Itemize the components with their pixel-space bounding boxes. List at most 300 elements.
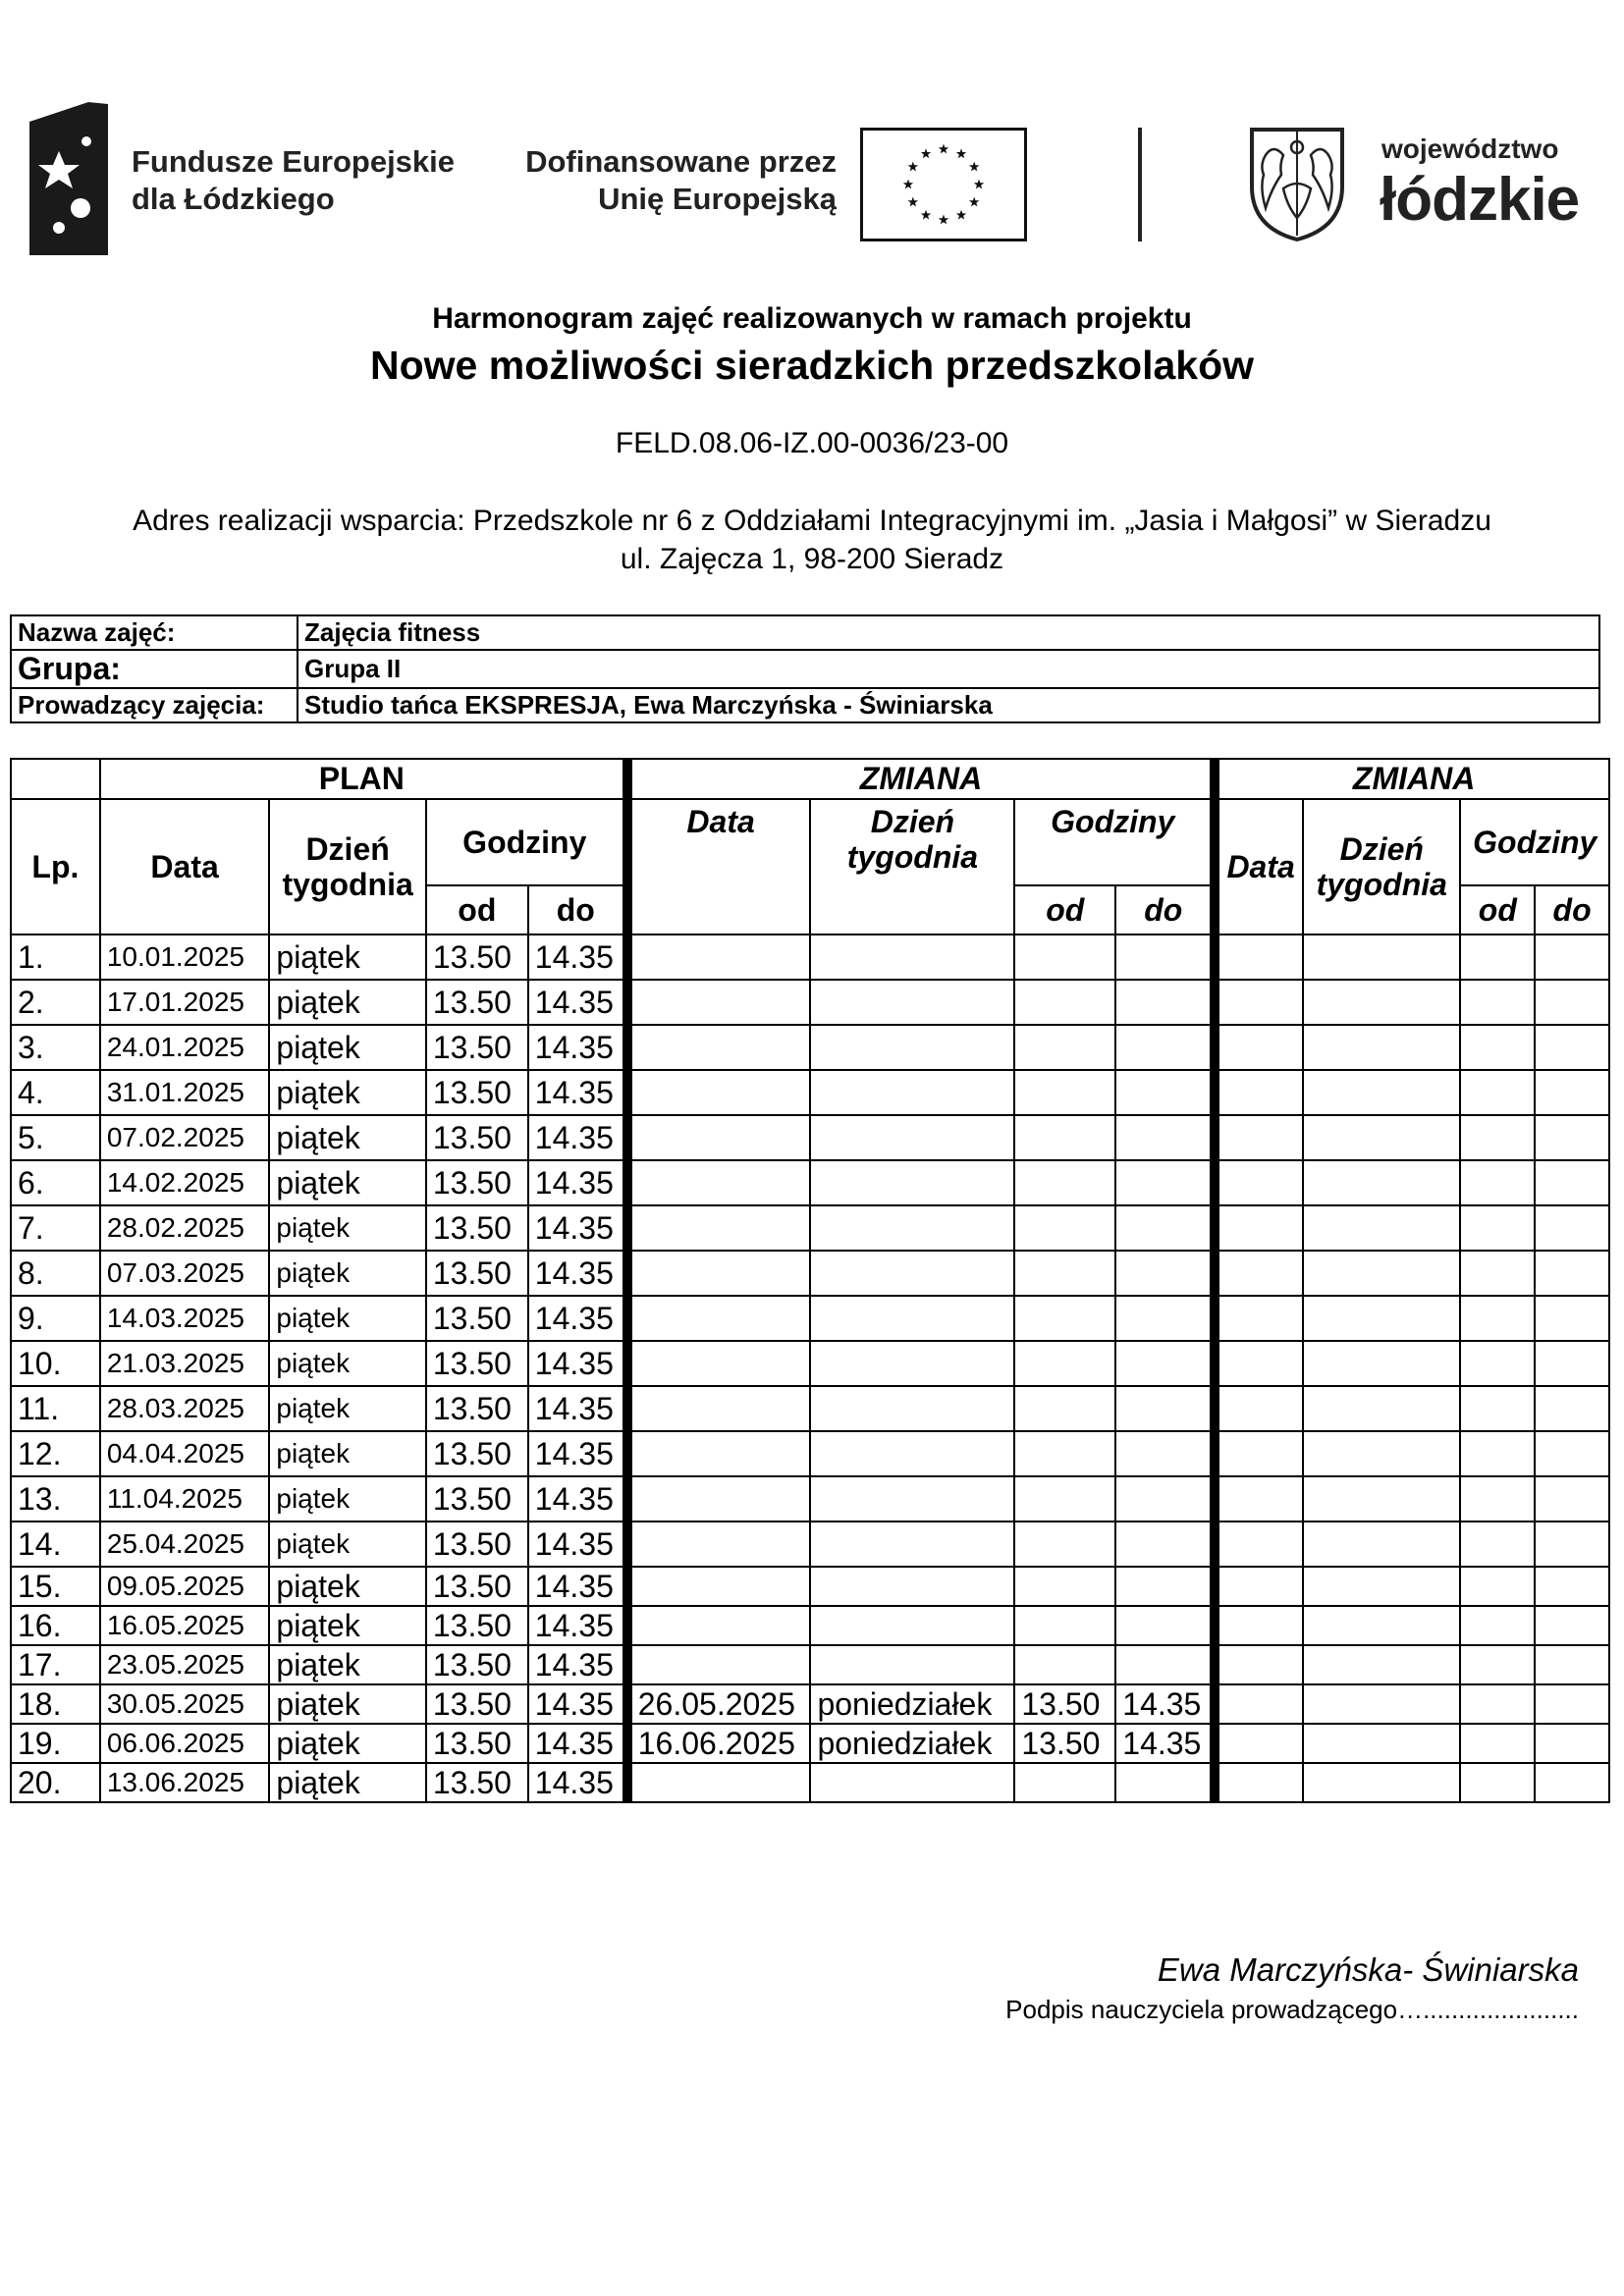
row-empty-cell	[1303, 1724, 1460, 1763]
row-lp: 6.	[11, 1160, 100, 1205]
row-day: piątek	[269, 1763, 425, 1802]
header-zmiana2-day-line1: Dzień	[1339, 831, 1424, 867]
table-row	[11, 934, 1609, 980]
row-day: piątek	[269, 1296, 425, 1341]
row-date: 04.04.2025	[100, 1431, 270, 1476]
row-change-od	[1014, 934, 1115, 980]
table-row	[11, 1205, 1609, 1251]
row-change-day	[810, 1386, 1014, 1431]
header-plan-date: Data	[100, 799, 270, 934]
row-empty-cell	[1460, 1645, 1535, 1684]
row-change-do	[1115, 934, 1215, 980]
row-date: 23.05.2025	[100, 1645, 270, 1684]
table-row	[11, 1606, 1609, 1645]
row-do: 14.35	[528, 1431, 627, 1476]
row-empty-cell	[1460, 1431, 1535, 1476]
row-od: 13.50	[426, 1115, 528, 1160]
row-change-do	[1115, 1645, 1215, 1684]
eu-star-icon	[969, 162, 980, 172]
row-change-od: 13.50	[1014, 1684, 1115, 1724]
row-empty-cell	[1535, 980, 1609, 1025]
row-change-day	[810, 1431, 1014, 1476]
row-empty-cell	[1215, 1205, 1303, 1251]
row-do: 14.35	[528, 1645, 627, 1684]
table-row	[11, 1763, 1609, 1802]
row-empty-cell	[1303, 1115, 1460, 1160]
row-empty-cell	[1535, 1251, 1609, 1296]
project-code: FELD.08.06-IZ.00-0036/23-00	[615, 427, 1009, 459]
row-do: 14.35	[528, 1025, 627, 1070]
row-change-do	[1115, 1341, 1215, 1386]
row-od: 13.50	[426, 1763, 528, 1802]
row-change-day	[810, 1522, 1014, 1567]
row-od: 13.50	[426, 1341, 528, 1386]
row-od: 13.50	[426, 1296, 528, 1341]
fe-logo-text	[132, 143, 455, 218]
info-row-group	[11, 650, 1599, 688]
row-od: 13.50	[426, 1606, 528, 1645]
header-zmiana-1: ZMIANA	[627, 759, 1215, 799]
region-logo-small: województwo	[1381, 133, 1559, 164]
row-empty-cell	[1535, 1724, 1609, 1763]
row-day: piątek	[269, 1115, 425, 1160]
row-empty-cell	[1215, 1251, 1303, 1296]
row-date: 24.01.2025	[100, 1025, 270, 1070]
row-lp: 15.	[11, 1567, 100, 1606]
eu-star-icon	[921, 210, 931, 220]
row-lp: 19.	[11, 1724, 100, 1763]
row-change-do	[1115, 1606, 1215, 1645]
row-date: 10.01.2025	[100, 934, 270, 980]
row-do: 14.35	[528, 1763, 627, 1802]
row-change-od	[1014, 1476, 1115, 1522]
row-change-od	[1014, 1606, 1115, 1645]
table-row	[11, 1251, 1609, 1296]
row-lp: 4.	[11, 1070, 100, 1115]
row-change-do	[1115, 980, 1215, 1025]
row-empty-cell	[1303, 1567, 1460, 1606]
row-empty-cell	[1215, 1160, 1303, 1205]
eu-star-icon	[939, 215, 948, 225]
row-do: 14.35	[528, 934, 627, 980]
row-empty-cell	[1460, 1386, 1535, 1431]
table-row	[11, 980, 1609, 1025]
row-lp: 8.	[11, 1251, 100, 1296]
header-zmiana1-do: do	[1115, 885, 1215, 934]
row-date: 14.02.2025	[100, 1160, 270, 1205]
row-change-date	[627, 1160, 811, 1205]
row-change-date	[627, 1476, 811, 1522]
row-change-do	[1115, 1070, 1215, 1115]
eu-star-icon	[903, 180, 913, 189]
row-empty-cell	[1215, 1115, 1303, 1160]
row-lp: 9.	[11, 1296, 100, 1341]
table-row	[11, 1296, 1609, 1341]
eu-star-icon	[956, 148, 966, 158]
row-change-day	[810, 1606, 1014, 1645]
row-change-date	[627, 1606, 811, 1645]
row-day: piątek	[269, 1645, 425, 1684]
row-change-od: 13.50	[1014, 1724, 1115, 1763]
row-change-day	[810, 1645, 1014, 1684]
row-date: 07.03.2025	[100, 1251, 270, 1296]
row-empty-cell	[1460, 1251, 1535, 1296]
row-change-day	[810, 1476, 1014, 1522]
row-lp: 20.	[11, 1763, 100, 1802]
row-empty-cell	[1303, 1476, 1460, 1522]
row-date: 16.05.2025	[100, 1606, 270, 1645]
project-title: Nowe możliwości sieradzkich przedszkolaków	[370, 343, 1254, 388]
header-zmiana2-date: Data	[1215, 799, 1303, 934]
row-do: 14.35	[528, 1341, 627, 1386]
row-od: 13.50	[426, 1724, 528, 1763]
header-zmiana2-day	[1303, 799, 1460, 934]
row-empty-cell	[1215, 1476, 1303, 1522]
row-empty-cell	[1535, 1522, 1609, 1567]
row-do: 14.35	[528, 980, 627, 1025]
row-change-day	[810, 1763, 1014, 1802]
row-change-date	[627, 980, 811, 1025]
row-change-date	[627, 1522, 811, 1567]
row-empty-cell	[1215, 1684, 1303, 1724]
row-od: 13.50	[426, 1070, 528, 1115]
row-do: 14.35	[528, 1476, 627, 1522]
row-empty-cell	[1535, 934, 1609, 980]
row-do: 14.35	[528, 1160, 627, 1205]
row-empty-cell	[1215, 1606, 1303, 1645]
row-empty-cell	[1303, 1025, 1460, 1070]
row-empty-cell	[1303, 1160, 1460, 1205]
coat-of-arms-icon	[1248, 126, 1346, 241]
eu-star-icon	[939, 144, 948, 154]
row-day: piątek	[269, 1606, 425, 1645]
row-od: 13.50	[426, 980, 528, 1025]
row-empty-cell	[1215, 1763, 1303, 1802]
row-change-day	[810, 934, 1014, 980]
row-change-day	[810, 1070, 1014, 1115]
row-change-day	[810, 1205, 1014, 1251]
row-date: 06.06.2025	[100, 1724, 270, 1763]
header-zmiana1-date: Data	[627, 799, 811, 934]
row-day: piątek	[269, 1567, 425, 1606]
row-day: piątek	[269, 1386, 425, 1431]
row-date: 25.04.2025	[100, 1522, 270, 1567]
row-change-date	[627, 1567, 811, 1606]
row-empty-cell	[1460, 1025, 1535, 1070]
row-do: 14.35	[528, 1296, 627, 1341]
row-empty-cell	[1460, 1296, 1535, 1341]
row-change-date: 16.06.2025	[627, 1724, 811, 1763]
row-empty-cell	[1303, 1386, 1460, 1431]
row-empty-cell	[1535, 1115, 1609, 1160]
row-do: 14.35	[528, 1567, 627, 1606]
row-change-od	[1014, 1160, 1115, 1205]
row-change-date	[627, 934, 811, 980]
row-empty-cell	[1535, 1386, 1609, 1431]
row-do: 14.35	[528, 1684, 627, 1724]
row-empty-cell	[1460, 1606, 1535, 1645]
eu-logo-line2: Unię Europejską	[598, 182, 837, 216]
row-change-date	[627, 1386, 811, 1431]
row-empty-cell	[1460, 1763, 1535, 1802]
row-change-date	[627, 1431, 811, 1476]
row-lp: 5.	[11, 1115, 100, 1160]
row-empty-cell	[1215, 1070, 1303, 1115]
row-change-date	[627, 1296, 811, 1341]
row-od: 13.50	[426, 1522, 528, 1567]
header-zmiana-2: ZMIANA	[1215, 759, 1609, 799]
row-change-date: 26.05.2025	[627, 1684, 811, 1724]
header-row-groups	[11, 759, 1609, 799]
row-od: 13.50	[426, 1476, 528, 1522]
table-row	[11, 1645, 1609, 1684]
eu-star-icon	[908, 162, 919, 172]
row-day: piątek	[269, 934, 425, 980]
info-name-label: Nazwa zajęć:	[11, 615, 298, 650]
info-leader-label: Prowadzący zajęcia:	[11, 688, 298, 722]
table-row	[11, 1025, 1609, 1070]
row-change-od	[1014, 1251, 1115, 1296]
row-empty-cell	[1303, 1341, 1460, 1386]
row-change-do: 14.35	[1115, 1724, 1215, 1763]
row-change-od	[1014, 1522, 1115, 1567]
schedule-table	[10, 758, 1610, 1803]
row-day: piątek	[269, 1341, 425, 1386]
row-change-day	[810, 1567, 1014, 1606]
row-change-date	[627, 1025, 811, 1070]
row-change-day	[810, 1025, 1014, 1070]
info-name-value: Zajęcia fitness	[298, 615, 1599, 650]
table-row	[11, 1160, 1609, 1205]
header-zmiana2-day-line2: tygodnia	[1316, 867, 1447, 902]
row-od: 13.50	[426, 1684, 528, 1724]
row-day: piątek	[269, 1522, 425, 1567]
row-empty-cell	[1460, 1684, 1535, 1724]
table-row	[11, 1476, 1609, 1522]
header-zmiana2-do: do	[1535, 885, 1609, 934]
row-empty-cell	[1535, 1341, 1609, 1386]
row-empty-cell	[1535, 1606, 1609, 1645]
row-empty-cell	[1215, 980, 1303, 1025]
region-logo-big: łódzkie	[1380, 166, 1580, 234]
row-lp: 11.	[11, 1386, 100, 1431]
header-zmiana1-od: od	[1014, 885, 1115, 934]
row-change-od	[1014, 1645, 1115, 1684]
signature-label: Podpis nauczyciela prowadzącego…......................	[1005, 1995, 1579, 2024]
row-date: 11.04.2025	[100, 1476, 270, 1522]
table-row	[11, 1431, 1609, 1476]
row-empty-cell	[1303, 1205, 1460, 1251]
row-lp: 10.	[11, 1341, 100, 1386]
row-change-do	[1115, 1522, 1215, 1567]
header-plan-day-line2: tygodnia	[282, 867, 413, 902]
signature-name: Ewa Marczyńska- Świniarska	[1157, 1951, 1579, 1988]
row-change-od	[1014, 1296, 1115, 1341]
header-row-columns	[11, 799, 1609, 885]
row-change-do	[1115, 1205, 1215, 1251]
logo-divider	[1138, 128, 1142, 241]
header-zmiana1-day	[810, 799, 1014, 934]
row-day: piątek	[269, 1251, 425, 1296]
row-empty-cell	[1460, 1160, 1535, 1205]
row-od: 13.50	[426, 1025, 528, 1070]
row-lp: 13.	[11, 1476, 100, 1522]
row-lp: 12.	[11, 1431, 100, 1476]
fe-logo-line2: dla Łódzkiego	[132, 182, 335, 216]
info-group-value: Grupa II	[298, 650, 1599, 688]
header-zmiana1-day-line1: Dzień	[870, 804, 955, 839]
row-day: piątek	[269, 1070, 425, 1115]
header-plan-hours: Godziny	[426, 799, 627, 885]
row-empty-cell	[1535, 1476, 1609, 1522]
row-empty-cell	[1215, 1645, 1303, 1684]
row-empty-cell	[1460, 934, 1535, 980]
row-change-day	[810, 1251, 1014, 1296]
row-change-od	[1014, 1025, 1115, 1070]
row-day: piątek	[269, 1160, 425, 1205]
header-plan-day	[269, 799, 425, 934]
header-zmiana2-od: od	[1460, 885, 1535, 934]
row-empty-cell	[1215, 934, 1303, 980]
row-change-day	[810, 1115, 1014, 1160]
eu-star-icon	[969, 197, 980, 207]
row-change-do	[1115, 1386, 1215, 1431]
row-empty-cell	[1535, 1684, 1609, 1724]
address-line1: Adres realizacji wsparcia: Przedszkole nr 6 z Oddziałami Integracyjnymi im. „Jasia i Małgosi” w Sieradzu	[133, 505, 1491, 537]
row-change-day	[810, 1341, 1014, 1386]
row-od: 13.50	[426, 1205, 528, 1251]
row-date: 28.03.2025	[100, 1386, 270, 1431]
eu-flag-icon	[860, 128, 1027, 241]
table-row	[11, 1070, 1609, 1115]
row-empty-cell	[1215, 1341, 1303, 1386]
row-change-day	[810, 1296, 1014, 1341]
row-empty-cell	[1535, 1645, 1609, 1684]
row-empty-cell	[1303, 1684, 1460, 1724]
table-row	[11, 1684, 1609, 1724]
row-empty-cell	[1215, 1522, 1303, 1567]
row-change-do	[1115, 1431, 1215, 1476]
info-leader-value: Studio tańca EKSPRESJA, Ewa Marczyńska - Świniarska	[298, 688, 1599, 722]
row-date: 07.02.2025	[100, 1115, 270, 1160]
eu-star-icon	[908, 197, 919, 207]
row-empty-cell	[1215, 1724, 1303, 1763]
row-lp: 18.	[11, 1684, 100, 1724]
header-corner	[11, 759, 100, 799]
row-empty-cell	[1460, 1476, 1535, 1522]
header-zmiana2-hours: Godziny	[1460, 799, 1609, 885]
address-line2: ul. Zajęcza 1, 98-200 Sieradz	[620, 543, 1004, 575]
row-empty-cell	[1303, 1522, 1460, 1567]
row-change-od	[1014, 980, 1115, 1025]
row-lp: 2.	[11, 980, 100, 1025]
row-empty-cell	[1303, 1296, 1460, 1341]
table-row	[11, 1724, 1609, 1763]
row-od: 13.50	[426, 1567, 528, 1606]
row-do: 14.35	[528, 1205, 627, 1251]
row-empty-cell	[1460, 1341, 1535, 1386]
row-empty-cell	[1535, 1296, 1609, 1341]
row-empty-cell	[1460, 1724, 1535, 1763]
row-do: 14.35	[528, 1522, 627, 1567]
row-day: piątek	[269, 1724, 425, 1763]
row-empty-cell	[1460, 1115, 1535, 1160]
row-change-date	[627, 1205, 811, 1251]
row-change-day	[810, 980, 1014, 1025]
row-lp: 1.	[11, 934, 100, 980]
row-empty-cell	[1535, 1025, 1609, 1070]
row-change-do	[1115, 1476, 1215, 1522]
row-change-date	[627, 1251, 811, 1296]
row-date: 13.06.2025	[100, 1763, 270, 1802]
row-change-do	[1115, 1567, 1215, 1606]
row-od: 13.50	[426, 1645, 528, 1684]
row-do: 14.35	[528, 1386, 627, 1431]
row-day: piątek	[269, 980, 425, 1025]
row-empty-cell	[1460, 1567, 1535, 1606]
schedule-body	[11, 934, 1609, 1802]
table-row	[11, 1567, 1609, 1606]
eu-stars-icon	[863, 131, 1024, 239]
row-empty-cell	[1535, 1160, 1609, 1205]
header-zmiana1-day-line2: tygodnia	[846, 839, 979, 875]
row-change-do	[1115, 1296, 1215, 1341]
row-date: 14.03.2025	[100, 1296, 270, 1341]
eu-star-icon	[974, 180, 984, 189]
row-day: piątek	[269, 1684, 425, 1724]
table-row	[11, 1115, 1609, 1160]
row-change-od	[1014, 1115, 1115, 1160]
row-empty-cell	[1460, 1522, 1535, 1567]
row-empty-cell	[1460, 1070, 1535, 1115]
row-empty-cell	[1303, 934, 1460, 980]
table-row	[11, 1522, 1609, 1567]
row-lp: 17.	[11, 1645, 100, 1684]
row-day: piątek	[269, 1476, 425, 1522]
row-change-od	[1014, 1431, 1115, 1476]
row-change-do: 14.35	[1115, 1684, 1215, 1724]
row-lp: 3.	[11, 1025, 100, 1070]
row-change-od	[1014, 1205, 1115, 1251]
row-od: 13.50	[426, 1251, 528, 1296]
row-empty-cell	[1215, 1296, 1303, 1341]
row-od: 13.50	[426, 1160, 528, 1205]
info-group-label: Grupa:	[11, 650, 298, 688]
row-lp: 7.	[11, 1205, 100, 1251]
row-change-date	[627, 1763, 811, 1802]
eu-logo-line1: Dofinansowane przez	[525, 144, 837, 179]
row-empty-cell	[1535, 1567, 1609, 1606]
row-od: 13.50	[426, 934, 528, 980]
row-change-od	[1014, 1341, 1115, 1386]
row-empty-cell	[1215, 1431, 1303, 1476]
table-row	[11, 1386, 1609, 1431]
row-change-do	[1115, 1115, 1215, 1160]
fe-logo-line1: Fundusze Europejskie	[132, 144, 456, 179]
row-change-date	[627, 1070, 811, 1115]
address-block	[0, 502, 1624, 578]
row-do: 14.35	[528, 1251, 627, 1296]
row-empty-cell	[1303, 1431, 1460, 1476]
row-change-od	[1014, 1567, 1115, 1606]
row-empty-cell	[1460, 980, 1535, 1025]
row-date: 09.05.2025	[100, 1567, 270, 1606]
row-empty-cell	[1535, 1205, 1609, 1251]
row-change-day	[810, 1160, 1014, 1205]
header-plan-day-line1: Dzień	[305, 831, 390, 867]
row-empty-cell	[1303, 980, 1460, 1025]
row-empty-cell	[1303, 1070, 1460, 1115]
